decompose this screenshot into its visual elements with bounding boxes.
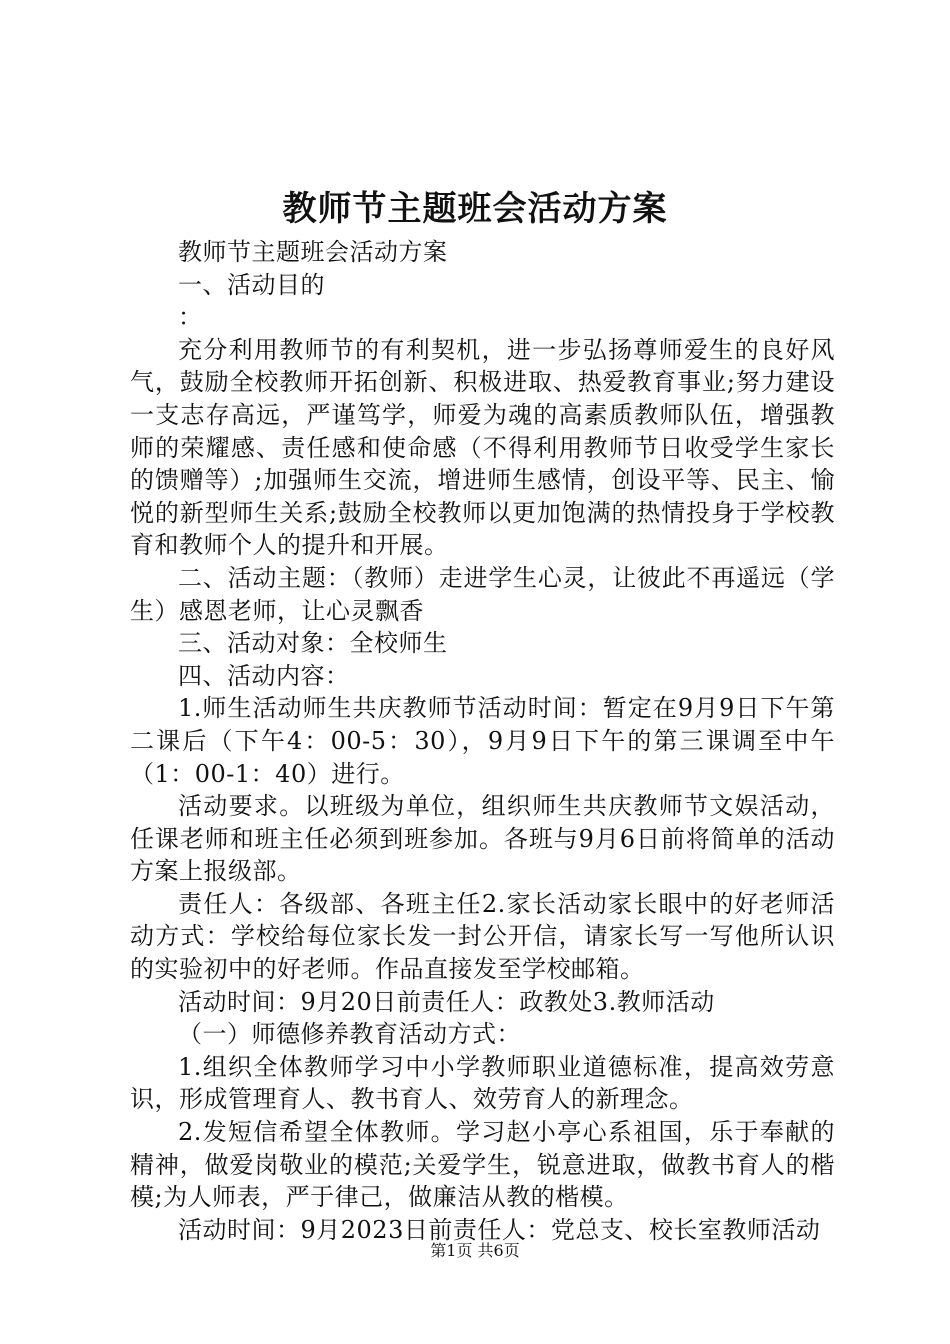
paragraph: 活动要求。以班级为单位，组织师生共庆教师节文娱活动，任课老师和班主任必须到班参加。各班与9月6日前将简单的活动方案上报级部。 bbox=[130, 792, 835, 886]
paragraph: 1.组织全体教师学习中小学教师职业道德标准，提高效劳意识，形成管理育人、教书育人、效劳育人的新理念。 bbox=[130, 1052, 835, 1114]
paragraph: 教师节主题班会活动方案 bbox=[178, 238, 448, 266]
paragraph: 1.师生活动师生共庆教师节活动时间：暂定在9月9日下午第二课后（下午4：00-5：30），9月9日下午的第三课调至中午（1：00-1：40）进行。 bbox=[130, 694, 835, 788]
paragraph: 活动时间：9月20日前责任人：政教处3.教师活动 bbox=[178, 987, 715, 1016]
paragraph: （一）师德修养教育活动方式： bbox=[178, 1020, 521, 1049]
paragraph: 充分利用教师节的有利契机，进一步弘扬尊师爱生的良好风气，鼓励全校教师开拓创新、积极进取、热爱教育事业;努力建设一支志存高远，严谨笃学，师爱为魂的高素质教师队伍，增强教师的荣耀感、责任感和使命感（不得利用教师节日收受学生家长的馈赠等）;加强师生交流，增进师生感情，创设平等、民主、愉悦的新型师生关系;鼓励全校教师以更加饱满的热情投身于学校教育和教师个人的提升和开展。 bbox=[130, 335, 835, 560]
section-heading: 一、活动目的 bbox=[178, 270, 325, 299]
section-heading: 三、活动对象：全校师生 bbox=[178, 629, 448, 658]
paragraph: ： bbox=[178, 303, 203, 332]
section-heading: 四、活动内容： bbox=[178, 661, 350, 690]
paragraph: 2.发短信希望全体教师。学习赵小亭心系祖国，乐于奉献的精神，做爱岗敬业的模范;关爱学生，锐意进取，做教书育人的楷模;为人师表，严于律己，做廉洁从教的楷模。 bbox=[130, 1118, 835, 1212]
page-footer: 第1页 共6页 bbox=[430, 1241, 520, 1260]
paragraph: 活动时间：9月2023日前责任人：党总支、校长室教师活动 bbox=[178, 1215, 821, 1244]
paragraph: 责任人：各级部、各班主任2.家长活动家长眼中的好老师活动方式：学校给每位家长发一封公开信，请家长写一写他所认识的实验初中的好老师。作品直接发至学校邮箱。 bbox=[130, 889, 835, 984]
document-title: 教师节主题班会活动方案 bbox=[282, 189, 668, 229]
document-body bbox=[130, 236, 835, 1246]
paragraph: 二、活动主题：（教师）走进学生心灵，让彼此不再遥远（学生）感恩老师，让心灵飘香 bbox=[130, 563, 835, 625]
